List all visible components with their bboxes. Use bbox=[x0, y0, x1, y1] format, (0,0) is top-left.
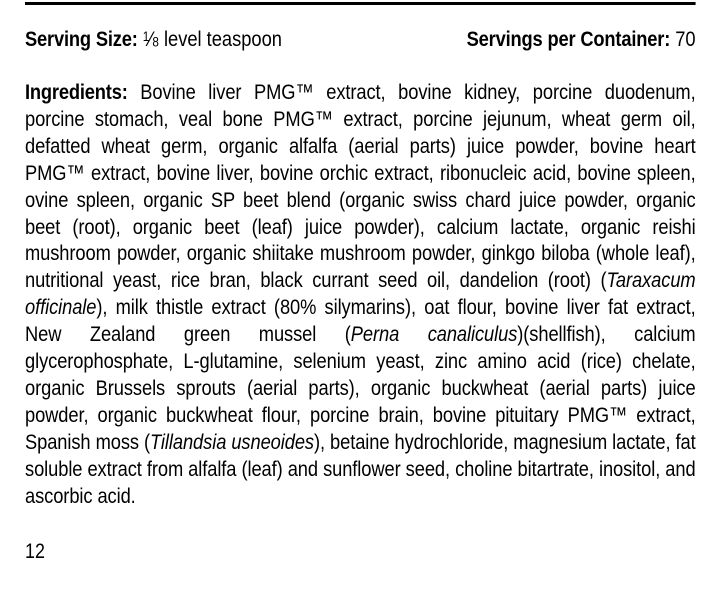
servings-per-container-value: 70 bbox=[675, 27, 696, 51]
fraction-denominator: 8 bbox=[152, 34, 159, 50]
top-rule bbox=[25, 2, 696, 5]
serving-size bbox=[25, 26, 282, 52]
page-number: 12 bbox=[25, 539, 45, 563]
servings-per-container bbox=[467, 26, 696, 52]
fraction-slash: ⁄ bbox=[149, 27, 153, 51]
servings-per-container-label: Servings per Container: bbox=[466, 27, 671, 51]
ingredients-label: Ingredients: bbox=[25, 80, 128, 104]
ingredients-text: Bovine liver PMG™ extract, bovine kidney, porcine duodenum, porcine stomach, veal bone PMG™ extract, porcine jejunum, wheat germ oil, defatted wheat germ, organic alfalfa (aerial parts) juice powder, bovine heart PMG™ extract, bovine liver, bovine orchic extract, ribonucleic acid, bovine spleen, ovine spleen, organic SP beet blend (organic swiss chard juice powder, organic beet (root), organic beet (leaf) juice powder), calcium lactate, organic reishi mushroom powder, organic shiitake mushroom powder, ginkgo biloba (whole leaf), nutritional yeast, rice bran, black currant seed oil, dandelion (root) (Taraxacum officinale), milk thistle extract (80% silymarins), oat flour, bovine liver fat extract, New Zealand green mussel (Perna canaliculus)(shellfish), calcium glycerophosphate, L-glutamine, selenium yeast, zinc amino acid (rice) chelate, organic Brussels sprouts (aerial parts), organic buckwheat (aerial parts) juice powder, organic buckwheat flour, porcine brain, bovine pituitary PMG™ extract, Spanish moss (Tillandsia usneoides), betaine hydrochloride, magnesium lactate, fat soluble extract from alfalfa (leaf) and sunflower seed, choline bitartrate, inositol, and ascorbic acid. bbox=[25, 80, 696, 508]
serving-size-value: level teaspoon bbox=[163, 27, 282, 51]
serving-size-fraction bbox=[143, 27, 159, 51]
serving-size-label: Serving Size: bbox=[25, 27, 138, 51]
ingredients-paragraph bbox=[25, 79, 696, 510]
label-content bbox=[25, 0, 696, 564]
serving-info-row bbox=[25, 26, 696, 52]
fraction-numerator: 1 bbox=[142, 29, 150, 45]
